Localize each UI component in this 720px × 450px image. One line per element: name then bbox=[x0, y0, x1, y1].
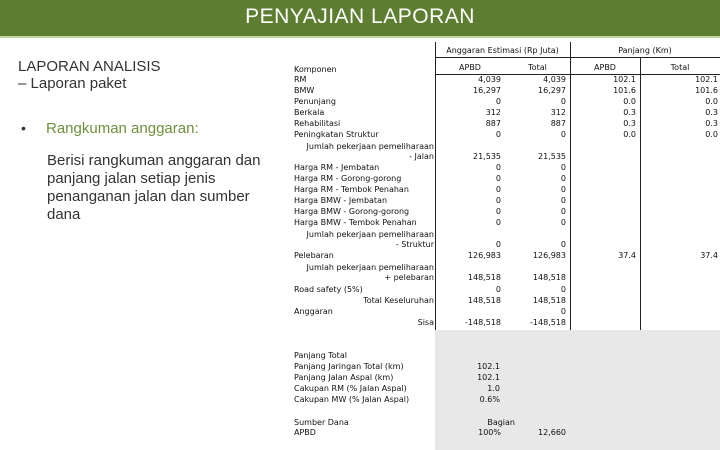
anggaran-apbd: 16,297 bbox=[473, 86, 501, 95]
anggaran-total: 887 bbox=[550, 119, 566, 128]
anggaran-apbd: 148,518 bbox=[467, 273, 501, 282]
panjang-apbd: 101.6 bbox=[613, 86, 636, 95]
spreadsheet-table bbox=[290, 42, 720, 450]
bullet-item bbox=[18, 120, 273, 140]
subtotal-label-line2: - Jalan bbox=[409, 152, 434, 161]
sumber-dana-name: APBD bbox=[294, 428, 316, 437]
panjang-total: 101.6 bbox=[695, 86, 718, 95]
summary-title: Panjang Total bbox=[294, 351, 347, 360]
summary-value: 1.0 bbox=[487, 384, 500, 393]
bagian-header: Bagian bbox=[487, 418, 515, 427]
anggaran-apbd: 0 bbox=[495, 97, 501, 106]
anggaran-total: 0 bbox=[560, 196, 566, 205]
heading-line-1: LAPORAN ANALISIS bbox=[18, 58, 161, 75]
anggaran-total: 0 bbox=[560, 240, 566, 249]
anggaran-total: 0 bbox=[560, 174, 566, 183]
bullet-description: Berisi rangkuman anggaran dan panjang jalan setiap jenis penanganan jalan dan sumber dana bbox=[47, 152, 261, 223]
row-label: Road safety (5%) bbox=[294, 285, 363, 294]
subtotal-label-line2: + pelebaran bbox=[384, 273, 434, 282]
row-label: Harga RM - Gorong-gorong bbox=[294, 174, 402, 183]
panjang-apbd: 37.4 bbox=[618, 251, 636, 260]
heading-line-2: – Laporan paket bbox=[18, 75, 127, 92]
header-rule-top bbox=[435, 57, 720, 58]
panjang-total: 0.0 bbox=[705, 97, 718, 106]
summary-value: 102.1 bbox=[477, 373, 500, 382]
anggaran-total: 0 bbox=[560, 218, 566, 227]
anggaran-total: 0 bbox=[560, 163, 566, 172]
anggaran-total: 0 bbox=[560, 97, 566, 106]
panjang-total: 102.1 bbox=[695, 75, 718, 84]
row-label: RM bbox=[294, 75, 307, 84]
total-header-anggaran: Total bbox=[528, 63, 547, 72]
anggaran-apbd: -148,518 bbox=[465, 318, 501, 327]
row-label: Harga BMW - Gorong-gorong bbox=[294, 207, 410, 216]
komponen-header: Komponen bbox=[294, 65, 337, 74]
summary-label: Cakupan MW (% Jalan Aspal) bbox=[294, 395, 410, 404]
summary-label: Cakupan RM (% Jalan Aspal) bbox=[294, 384, 407, 393]
bullet-icon: • bbox=[21, 120, 26, 136]
panjang-apbd: 0.3 bbox=[623, 108, 636, 117]
anggaran-total: 0 bbox=[560, 285, 566, 294]
panjang-group-header: Panjang (Km) bbox=[618, 46, 672, 55]
row-label: Harga RM - Jembatan bbox=[294, 163, 380, 172]
anggaran-total: 312 bbox=[550, 108, 566, 117]
left-text-panel bbox=[18, 58, 273, 224]
anggaran-total: 126,983 bbox=[532, 251, 566, 260]
row-label: Harga BMW - Tembok Penahan bbox=[294, 218, 417, 227]
anggaran-total: 148,518 bbox=[532, 273, 566, 282]
panjang-total: 0.3 bbox=[705, 108, 718, 117]
panjang-apbd: 0.3 bbox=[623, 119, 636, 128]
summary-value: 102.1 bbox=[477, 362, 500, 371]
subtotal-label-line1: Jumlah pekerjaan pemeliharaan bbox=[306, 230, 434, 239]
anggaran-apbd: 0 bbox=[495, 240, 501, 249]
row-label: Rehabilitasi bbox=[294, 119, 341, 128]
anggaran-group-header: Anggaran Estimasi (Rp Juta) bbox=[446, 46, 559, 55]
anggaran-apbd: 0 bbox=[495, 207, 501, 216]
panjang-total: 0.3 bbox=[705, 119, 718, 128]
row-label: Total Keseluruhan bbox=[363, 296, 434, 305]
anggaran-apbd: 0 bbox=[495, 174, 501, 183]
section-heading bbox=[18, 58, 273, 92]
summary-value: 0.6% bbox=[479, 395, 500, 404]
anggaran-apbd: 0 bbox=[495, 130, 501, 139]
anggaran-apbd: 0 bbox=[495, 163, 501, 172]
anggaran-apbd: 0 bbox=[495, 185, 501, 194]
bullet-label: Rangkuman anggaran: bbox=[46, 120, 199, 137]
anggaran-apbd: 0 bbox=[495, 218, 501, 227]
summary-label: Panjang Jalan Aspal (km) bbox=[294, 373, 394, 382]
panjang-apbd: 0.0 bbox=[623, 97, 636, 106]
anggaran-apbd: 0 bbox=[495, 196, 501, 205]
anggaran-total: 0 bbox=[560, 185, 566, 194]
anggaran-apbd: 4,039 bbox=[478, 75, 501, 84]
total-header-panjang: Total bbox=[670, 63, 690, 72]
anggaran-total: 16,297 bbox=[538, 86, 566, 95]
anggaran-apbd: 21,535 bbox=[473, 152, 501, 161]
anggaran-total: 4,039 bbox=[543, 75, 566, 84]
panjang-total: 0.0 bbox=[705, 130, 718, 139]
anggaran-apbd: 148,518 bbox=[467, 296, 501, 305]
row-label: Anggaran bbox=[294, 307, 333, 316]
row-label: Sisa bbox=[417, 318, 434, 327]
row-label: Harga RM - Tembok Penahan bbox=[294, 185, 409, 194]
row-label: Penunjang bbox=[294, 97, 336, 106]
anggaran-apbd: 126,983 bbox=[467, 251, 501, 260]
row-label: Harga BMW - Jembatan bbox=[294, 196, 388, 205]
row-label: BMW bbox=[294, 86, 315, 95]
anggaran-apbd: 887 bbox=[485, 119, 501, 128]
anggaran-total: 0 bbox=[560, 207, 566, 216]
panjang-total: 37.4 bbox=[700, 251, 718, 260]
anggaran-total: -148,518 bbox=[530, 318, 566, 327]
anggaran-total: 148,518 bbox=[532, 296, 566, 305]
row-label: Pelebaran bbox=[294, 251, 334, 260]
sumber-dana-amount: 12,660 bbox=[538, 428, 566, 437]
apbd-header-anggaran: APBD bbox=[459, 63, 481, 72]
title-divider bbox=[0, 36, 720, 38]
panjang-apbd: 102.1 bbox=[613, 75, 636, 84]
anggaran-apbd: 0 bbox=[495, 285, 501, 294]
anggaran-apbd: 312 bbox=[485, 108, 501, 117]
summary-label: Panjang Jaringan Total (km) bbox=[294, 362, 404, 371]
anggaran-total: 0 bbox=[560, 307, 566, 316]
anggaran-total: 0 bbox=[560, 130, 566, 139]
slide-title: PENYAJIAN LAPORAN bbox=[245, 5, 475, 28]
sumber-dana-label: Sumber Dana bbox=[294, 418, 349, 427]
subtotal-label-line2: - Struktur bbox=[395, 240, 434, 249]
row-label: Peningkatan Struktur bbox=[294, 130, 379, 139]
panjang-apbd: 0.0 bbox=[623, 130, 636, 139]
apbd-header-panjang: APBD bbox=[594, 63, 616, 72]
anggaran-total: 21,535 bbox=[538, 152, 566, 161]
sumber-dana-percent: 100% bbox=[478, 428, 501, 437]
subtotal-label-line1: Jumlah pekerjaan pemeliharaan bbox=[306, 263, 434, 272]
row-label: Berkala bbox=[294, 108, 325, 117]
subtotal-label-line1: Jumlah pekerjaan pemeliharaan bbox=[306, 142, 434, 151]
